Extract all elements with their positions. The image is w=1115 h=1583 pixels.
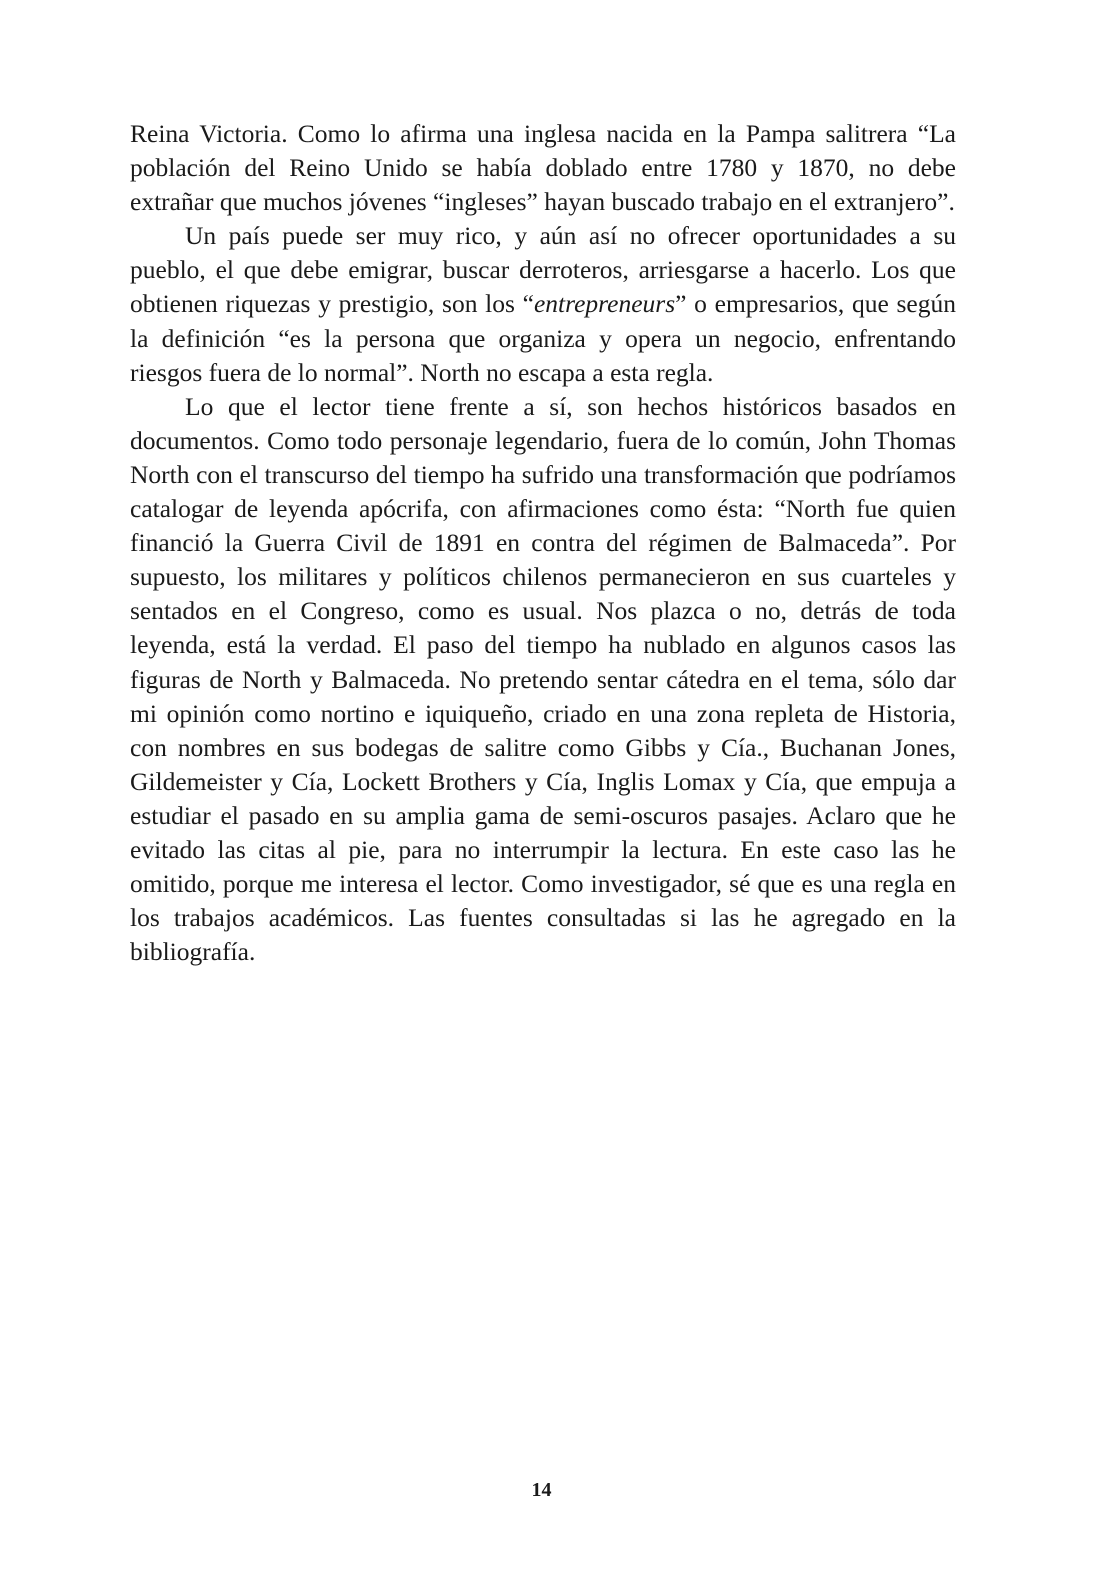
paragraph-2 — [130, 219, 956, 389]
paragraph-3: Lo que el lector tiene frente a sí, son hechos históricos basados en documentos. Como todo personaje legendario, fuera de lo común, John Thomas North con el transcurso del tiempo ha sufrido una transformación que podríamos catalogar de leyenda apócrifa, con afirmaciones como ésta: “North fue quien financió la Guerra Civil de 1891 en contra del régimen de Balmaceda”. Por supuesto, los militares y políticos chilenos permanecieron en sus cuarteles y sentados en el Congreso, como es usual. Nos plazca o no, detrás de toda leyenda, está la verdad. El paso del tiempo ha nublado en algunos casos las figuras de North y Balmaceda. No pretendo sentar cátedra en el tema, sólo dar mi opinión como nortino e iquiqueño, criado en una zona repleta de Historia, con nombres en sus bodegas de salitre como Gibbs y Cía., Buchanan Jones, Gildemeister y Cía, Lockett Brothers y Cía, Inglis Lomax y Cía, que empuja a estudiar el pasado en su amplia gama de semi-oscuros pasajes. Aclaro que he evitado las citas al pie, para no interrumpir la lectura. En este caso las he omitido, porque me interesa el lector. Como investigador, sé que es una regla en los trabajos académicos. Las fuentes consultadas si las he agregado en la bibliografía. — [130, 391, 956, 967]
paragraph-2-text-before: Un país puede ser muy rico, y aún así no ofrecer oportunidades a su pueblo, el que debe emigrar, buscar derroteros, arriesgarse a hacerlo. Los que obtienen riquezas y prestigio, son los “ — [130, 221, 956, 319]
italic-term: entrepreneurs — [533, 289, 676, 319]
paragraph-1: Reina Victoria. Como lo afirma una inglesa nacida en la Pampa salitrera “La población del Reino Unido se había doblado entre 1780 y 1870, no debe extrañar que muchos jóvenes “ingleses” hayan buscado trabajo en el extranjero”. — [130, 119, 956, 217]
page-number: 14 — [531, 1479, 552, 1501]
paragraph-2-text-after: ” o empresarios, que según la definición “es la persona que organiza y opera un negocio, enfrentando riesgos fuera de lo normal”. North no escapa a esta regla. — [130, 289, 956, 387]
body-text — [130, 117, 956, 969]
